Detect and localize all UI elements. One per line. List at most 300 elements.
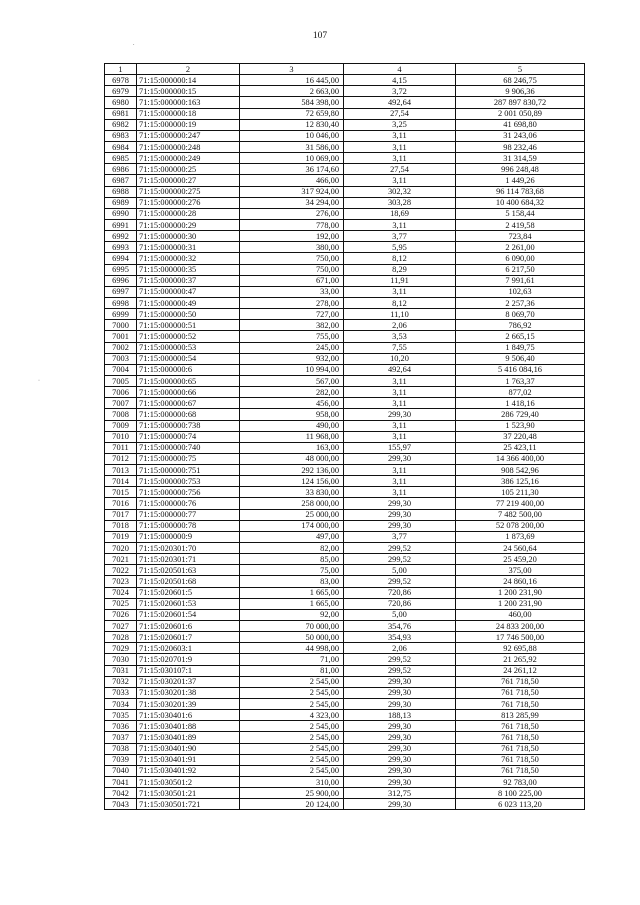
value-cell: 813 285,99 xyxy=(456,710,585,721)
rate-cell: 188,13 xyxy=(344,710,456,721)
rate-cell: 299,52 xyxy=(344,554,456,565)
area-cell: 276,00 xyxy=(240,208,344,219)
table-row xyxy=(105,242,585,253)
row-number-cell: 7036 xyxy=(105,721,137,732)
table-row xyxy=(105,309,585,320)
cadastral-number-cell: 71:15:020601:5 xyxy=(137,587,240,598)
area-cell: 2 663,00 xyxy=(240,86,344,97)
table-row xyxy=(105,710,585,721)
cadastral-number-cell: 71:15:000000:25 xyxy=(137,164,240,175)
rate-cell: 3,25 xyxy=(344,119,456,130)
area-cell: 750,00 xyxy=(240,264,344,275)
area-cell: 1 665,00 xyxy=(240,587,344,598)
table-row xyxy=(105,153,585,164)
cadastral-number-cell: 71:15:000000:75 xyxy=(137,453,240,464)
value-cell: 17 746 500,00 xyxy=(456,632,585,643)
cadastral-number-cell: 71:15:000000:54 xyxy=(137,353,240,364)
cadastral-number-cell: 71:15:020301:71 xyxy=(137,554,240,565)
cadastral-number-cell: 71:15:000000:66 xyxy=(137,387,240,398)
table-row xyxy=(105,476,585,487)
row-number-cell: 7014 xyxy=(105,476,137,487)
row-number-cell: 7033 xyxy=(105,687,137,698)
value-cell: 761 718,50 xyxy=(456,765,585,776)
area-cell: 2 545,00 xyxy=(240,687,344,698)
rate-cell: 299,30 xyxy=(344,699,456,710)
rate-cell: 720,86 xyxy=(344,598,456,609)
table-row xyxy=(105,253,585,264)
value-cell: 5 416 084,16 xyxy=(456,364,585,375)
column-header: 3 xyxy=(240,64,344,75)
rate-cell: 299,30 xyxy=(344,777,456,788)
row-number-cell: 7001 xyxy=(105,331,137,342)
area-cell: 50 000,00 xyxy=(240,632,344,643)
cadastral-number-cell: 71:15:000000:6 xyxy=(137,364,240,375)
rate-cell: 3,11 xyxy=(344,375,456,386)
area-cell: 2 545,00 xyxy=(240,743,344,754)
value-cell: 6 217,50 xyxy=(456,264,585,275)
cadastral-number-cell: 71:15:000000:51 xyxy=(137,320,240,331)
table-row xyxy=(105,465,585,476)
value-cell: 21 265,92 xyxy=(456,654,585,665)
rate-cell: 299,30 xyxy=(344,799,456,810)
table-row xyxy=(105,75,585,86)
table-row xyxy=(105,687,585,698)
table-row xyxy=(105,197,585,208)
value-cell: 761 718,50 xyxy=(456,699,585,710)
header-row xyxy=(105,64,585,75)
area-cell: 16 445,00 xyxy=(240,75,344,86)
area-cell: 258 000,00 xyxy=(240,498,344,509)
value-cell: 68 246,75 xyxy=(456,75,585,86)
cadastral-number-cell: 71:15:000000:52 xyxy=(137,331,240,342)
cadastral-number-cell: 71:15:000000:65 xyxy=(137,375,240,386)
table-row xyxy=(105,331,585,342)
area-cell: 85,00 xyxy=(240,554,344,565)
row-number-cell: 6982 xyxy=(105,119,137,130)
rate-cell: 299,30 xyxy=(344,721,456,732)
table-row xyxy=(105,398,585,409)
rate-cell: 299,30 xyxy=(344,732,456,743)
rate-cell: 354,93 xyxy=(344,632,456,643)
area-cell: 2 545,00 xyxy=(240,754,344,765)
area-cell: 83,00 xyxy=(240,576,344,587)
value-cell: 287 897 830,72 xyxy=(456,97,585,108)
row-number-cell: 7043 xyxy=(105,799,137,810)
value-cell: 24 261,12 xyxy=(456,665,585,676)
rate-cell: 3,11 xyxy=(344,387,456,398)
table-row xyxy=(105,554,585,565)
rate-cell: 3,11 xyxy=(344,487,456,498)
rate-cell: 299,52 xyxy=(344,576,456,587)
value-cell: 1 523,90 xyxy=(456,420,585,431)
cadastral-number-cell: 71:15:000000:18 xyxy=(137,108,240,119)
row-number-cell: 7006 xyxy=(105,387,137,398)
rate-cell: 299,30 xyxy=(344,765,456,776)
row-number-cell: 7021 xyxy=(105,554,137,565)
area-cell: 34 294,00 xyxy=(240,197,344,208)
page-number: 107 xyxy=(312,31,328,41)
cadastral-number-cell: 71:15:000000:32 xyxy=(137,253,240,264)
rate-cell: 8,29 xyxy=(344,264,456,275)
rate-cell: 27,54 xyxy=(344,108,456,119)
cadastral-number-cell: 71:15:000000:67 xyxy=(137,398,240,409)
area-cell: 174 000,00 xyxy=(240,520,344,531)
table-row xyxy=(105,799,585,810)
value-cell: 41 698,80 xyxy=(456,119,585,130)
area-cell: 33,00 xyxy=(240,286,344,297)
cadastral-number-cell: 71:15:020701:9 xyxy=(137,654,240,665)
rate-cell: 720,86 xyxy=(344,587,456,598)
value-cell: 7 482 500,00 xyxy=(456,509,585,520)
area-cell: 72 659,80 xyxy=(240,108,344,119)
table-row xyxy=(105,208,585,219)
rate-cell: 3,11 xyxy=(344,141,456,152)
cadastral-number-cell: 71:15:030501:21 xyxy=(137,788,240,799)
table-row xyxy=(105,86,585,97)
cadastral-number-cell: 71:15:000000:249 xyxy=(137,153,240,164)
row-number-cell: 7011 xyxy=(105,442,137,453)
column-header: 4 xyxy=(344,64,456,75)
value-cell: 996 248,48 xyxy=(456,164,585,175)
row-number-cell: 6986 xyxy=(105,164,137,175)
cadastral-number-cell: 71:15:000000:77 xyxy=(137,509,240,520)
table-row xyxy=(105,621,585,632)
area-cell: 36 174,60 xyxy=(240,164,344,175)
value-cell: 7 991,61 xyxy=(456,275,585,286)
row-number-cell: 7007 xyxy=(105,398,137,409)
rate-cell: 11,10 xyxy=(344,309,456,320)
row-number-cell: 7017 xyxy=(105,509,137,520)
value-cell: 31 314,59 xyxy=(456,153,585,164)
rate-cell: 492,64 xyxy=(344,97,456,108)
rate-cell: 8,12 xyxy=(344,253,456,264)
cadastral-number-cell: 71:15:020601:7 xyxy=(137,632,240,643)
cadastral-number-cell: 71:15:000000:31 xyxy=(137,242,240,253)
row-number-cell: 7042 xyxy=(105,788,137,799)
row-number-cell: 7039 xyxy=(105,754,137,765)
rate-cell: 3,11 xyxy=(344,286,456,297)
cadastral-number-cell: 71:15:000000:163 xyxy=(137,97,240,108)
cadastral-number-cell: 71:15:000000:9 xyxy=(137,531,240,542)
row-number-cell: 7024 xyxy=(105,587,137,598)
area-cell: 4 323,00 xyxy=(240,710,344,721)
area-cell: 31 586,00 xyxy=(240,141,344,152)
cadastral-number-cell: 71:15:000000:35 xyxy=(137,264,240,275)
row-number-cell: 7030 xyxy=(105,654,137,665)
area-cell: 2 545,00 xyxy=(240,676,344,687)
row-number-cell: 7026 xyxy=(105,609,137,620)
value-cell: 2 001 050,89 xyxy=(456,108,585,119)
table-row xyxy=(105,219,585,230)
row-number-cell: 6995 xyxy=(105,264,137,275)
value-cell: 92 783,00 xyxy=(456,777,585,788)
table-row xyxy=(105,632,585,643)
cadastral-number-cell: 71:15:030501:2 xyxy=(137,777,240,788)
column-header: 2 xyxy=(137,64,240,75)
value-cell: 761 718,50 xyxy=(456,687,585,698)
row-number-cell: 6979 xyxy=(105,86,137,97)
table-row xyxy=(105,442,585,453)
area-cell: 466,00 xyxy=(240,175,344,186)
table-row xyxy=(105,364,585,375)
column-header: 5 xyxy=(456,64,585,75)
value-cell: 761 718,50 xyxy=(456,754,585,765)
table-row xyxy=(105,665,585,676)
cadastral-number-cell: 71:15:030401:91 xyxy=(137,754,240,765)
rate-cell: 3,11 xyxy=(344,130,456,141)
cadastral-number-cell: 71:15:000000:14 xyxy=(137,75,240,86)
area-cell: 11 968,00 xyxy=(240,431,344,442)
cadastral-number-cell: 71:15:000000:29 xyxy=(137,219,240,230)
cadastral-number-cell: 71:15:030401:89 xyxy=(137,732,240,743)
cadastral-number-cell: 71:15:020603:1 xyxy=(137,643,240,654)
value-cell: 2 665,15 xyxy=(456,331,585,342)
table-row xyxy=(105,777,585,788)
rate-cell: 354,76 xyxy=(344,621,456,632)
table-row xyxy=(105,119,585,130)
value-cell: 1 200 231,90 xyxy=(456,587,585,598)
row-number-cell: 6992 xyxy=(105,231,137,242)
value-cell: 77 219 400,00 xyxy=(456,498,585,509)
area-cell: 778,00 xyxy=(240,219,344,230)
row-number-cell: 7003 xyxy=(105,353,137,364)
row-number-cell: 7029 xyxy=(105,643,137,654)
area-cell: 727,00 xyxy=(240,309,344,320)
row-number-cell: 7027 xyxy=(105,621,137,632)
rate-cell: 3,11 xyxy=(344,398,456,409)
cadastral-number-cell: 71:15:000000:50 xyxy=(137,309,240,320)
table-row xyxy=(105,231,585,242)
area-cell: 44 998,00 xyxy=(240,643,344,654)
row-number-cell: 7040 xyxy=(105,765,137,776)
table-body xyxy=(105,75,585,810)
cadastral-number-cell: 71:15:000000:30 xyxy=(137,231,240,242)
cadastral-number-cell: 71:15:000000:76 xyxy=(137,498,240,509)
table-row xyxy=(105,587,585,598)
cadastral-number-cell: 71:15:000000:753 xyxy=(137,476,240,487)
area-cell: 750,00 xyxy=(240,253,344,264)
cadastral-number-cell: 71:15:000000:756 xyxy=(137,487,240,498)
rate-cell: 299,52 xyxy=(344,665,456,676)
cadastral-number-cell: 71:15:000000:74 xyxy=(137,431,240,442)
cadastral-number-cell: 71:15:020601:6 xyxy=(137,621,240,632)
rate-cell: 3,11 xyxy=(344,175,456,186)
area-cell: 124 156,00 xyxy=(240,476,344,487)
table-row xyxy=(105,275,585,286)
cadastral-number-cell: 71:15:020601:54 xyxy=(137,609,240,620)
table-row xyxy=(105,643,585,654)
table-row xyxy=(105,654,585,665)
table-row xyxy=(105,286,585,297)
table-row xyxy=(105,141,585,152)
row-number-cell: 6994 xyxy=(105,253,137,264)
rate-cell: 299,30 xyxy=(344,743,456,754)
table-row xyxy=(105,721,585,732)
cadastral-number-cell: 71:15:000000:275 xyxy=(137,186,240,197)
scan-speck: . xyxy=(133,41,135,47)
cadastral-number-cell: 71:15:000000:15 xyxy=(137,86,240,97)
cadastral-number-cell: 71:15:000000:738 xyxy=(137,420,240,431)
value-cell: 8 100 225,00 xyxy=(456,788,585,799)
rate-cell: 3,11 xyxy=(344,420,456,431)
area-cell: 380,00 xyxy=(240,242,344,253)
rate-cell: 4,15 xyxy=(344,75,456,86)
cadastral-number-cell: 71:15:030201:37 xyxy=(137,676,240,687)
row-number-cell: 6997 xyxy=(105,286,137,297)
rate-cell: 3,11 xyxy=(344,465,456,476)
rate-cell: 3,53 xyxy=(344,331,456,342)
area-cell: 70 000,00 xyxy=(240,621,344,632)
area-cell: 382,00 xyxy=(240,320,344,331)
row-number-cell: 6987 xyxy=(105,175,137,186)
cadastral-number-cell: 71:15:030401:6 xyxy=(137,710,240,721)
rate-cell: 18,69 xyxy=(344,208,456,219)
area-cell: 278,00 xyxy=(240,297,344,308)
rate-cell: 3,11 xyxy=(344,431,456,442)
table-row xyxy=(105,431,585,442)
cadastral-number-cell: 71:15:030401:92 xyxy=(137,765,240,776)
value-cell: 9 506,40 xyxy=(456,353,585,364)
table-row xyxy=(105,498,585,509)
rate-cell: 299,30 xyxy=(344,676,456,687)
value-cell: 25 459,20 xyxy=(456,554,585,565)
cadastral-number-cell: 71:15:030401:88 xyxy=(137,721,240,732)
rate-cell: 3,11 xyxy=(344,219,456,230)
rate-cell: 5,00 xyxy=(344,609,456,620)
rate-cell: 299,30 xyxy=(344,409,456,420)
rate-cell: 299,52 xyxy=(344,654,456,665)
area-cell: 567,00 xyxy=(240,375,344,386)
scan-speck: · xyxy=(38,378,40,384)
cadastral-number-cell: 71:15:030107:1 xyxy=(137,665,240,676)
rate-cell: 299,30 xyxy=(344,509,456,520)
table-row xyxy=(105,699,585,710)
row-number-cell: 7012 xyxy=(105,453,137,464)
rate-cell: 11,91 xyxy=(344,275,456,286)
rate-cell: 3,77 xyxy=(344,531,456,542)
area-cell: 12 830,40 xyxy=(240,119,344,130)
area-cell: 932,00 xyxy=(240,353,344,364)
cadastral-number-cell: 71:15:020301:70 xyxy=(137,543,240,554)
row-number-cell: 7015 xyxy=(105,487,137,498)
rate-cell: 3,11 xyxy=(344,476,456,487)
table-row xyxy=(105,186,585,197)
cadastral-number-cell: 71:15:000000:49 xyxy=(137,297,240,308)
table-row xyxy=(105,387,585,398)
area-cell: 317 924,00 xyxy=(240,186,344,197)
table-row xyxy=(105,264,585,275)
value-cell: 761 718,50 xyxy=(456,676,585,687)
area-cell: 163,00 xyxy=(240,442,344,453)
row-number-cell: 7020 xyxy=(105,543,137,554)
value-cell: 31 243,06 xyxy=(456,130,585,141)
area-cell: 958,00 xyxy=(240,409,344,420)
table-row xyxy=(105,175,585,186)
value-cell: 102,63 xyxy=(456,286,585,297)
table-row xyxy=(105,164,585,175)
value-cell: 9 906,36 xyxy=(456,86,585,97)
table-row xyxy=(105,676,585,687)
table-row xyxy=(105,420,585,431)
table-row xyxy=(105,375,585,386)
area-cell: 671,00 xyxy=(240,275,344,286)
data-table xyxy=(104,63,585,810)
value-cell: 10 400 684,32 xyxy=(456,197,585,208)
value-cell: 1 763,37 xyxy=(456,375,585,386)
row-number-cell: 7000 xyxy=(105,320,137,331)
column-header: 1 xyxy=(105,64,137,75)
value-cell: 24 833 200,00 xyxy=(456,621,585,632)
row-number-cell: 6993 xyxy=(105,242,137,253)
value-cell: 375,00 xyxy=(456,565,585,576)
rate-cell: 8,12 xyxy=(344,297,456,308)
cadastral-number-cell: 71:15:000000:247 xyxy=(137,130,240,141)
value-cell: 5 158,44 xyxy=(456,208,585,219)
value-cell: 24 560,64 xyxy=(456,543,585,554)
area-cell: 282,00 xyxy=(240,387,344,398)
table-row xyxy=(105,453,585,464)
table-row xyxy=(105,543,585,554)
value-cell: 761 718,50 xyxy=(456,721,585,732)
value-cell: 1 849,75 xyxy=(456,342,585,353)
rate-cell: 312,75 xyxy=(344,788,456,799)
value-cell: 908 542,96 xyxy=(456,465,585,476)
table-row xyxy=(105,320,585,331)
row-number-cell: 6980 xyxy=(105,97,137,108)
row-number-cell: 7031 xyxy=(105,665,137,676)
table-row xyxy=(105,97,585,108)
area-cell: 1 665,00 xyxy=(240,598,344,609)
table-row xyxy=(105,509,585,520)
table-row xyxy=(105,565,585,576)
table-row xyxy=(105,108,585,119)
area-cell: 71,00 xyxy=(240,654,344,665)
row-number-cell: 6991 xyxy=(105,219,137,230)
area-cell: 20 124,00 xyxy=(240,799,344,810)
cadastral-number-cell: 71:15:030401:90 xyxy=(137,743,240,754)
cadastral-number-cell: 71:15:030201:38 xyxy=(137,687,240,698)
rate-cell: 7,55 xyxy=(344,342,456,353)
rate-cell: 299,30 xyxy=(344,498,456,509)
row-number-cell: 7028 xyxy=(105,632,137,643)
cadastral-number-cell: 71:15:000000:53 xyxy=(137,342,240,353)
table-row xyxy=(105,353,585,364)
cadastral-number-cell: 71:15:000000:740 xyxy=(137,442,240,453)
value-cell: 6 090,00 xyxy=(456,253,585,264)
cadastral-number-cell: 71:15:000000:68 xyxy=(137,409,240,420)
rate-cell: 492,64 xyxy=(344,364,456,375)
cadastral-number-cell: 71:15:000000:47 xyxy=(137,286,240,297)
table-row xyxy=(105,598,585,609)
cadastral-number-cell: 71:15:020501:63 xyxy=(137,565,240,576)
table-row xyxy=(105,130,585,141)
area-cell: 25 900,00 xyxy=(240,788,344,799)
value-cell: 1 418,16 xyxy=(456,398,585,409)
area-cell: 456,00 xyxy=(240,398,344,409)
row-number-cell: 7032 xyxy=(105,676,137,687)
area-cell: 584 398,00 xyxy=(240,97,344,108)
value-cell: 386 125,16 xyxy=(456,476,585,487)
table-row xyxy=(105,576,585,587)
row-number-cell: 7005 xyxy=(105,375,137,386)
cadastral-number-cell: 71:15:020501:68 xyxy=(137,576,240,587)
row-number-cell: 6999 xyxy=(105,309,137,320)
table-row xyxy=(105,297,585,308)
value-cell: 25 423,11 xyxy=(456,442,585,453)
area-cell: 497,00 xyxy=(240,531,344,542)
row-number-cell: 7041 xyxy=(105,777,137,788)
row-number-cell: 6988 xyxy=(105,186,137,197)
